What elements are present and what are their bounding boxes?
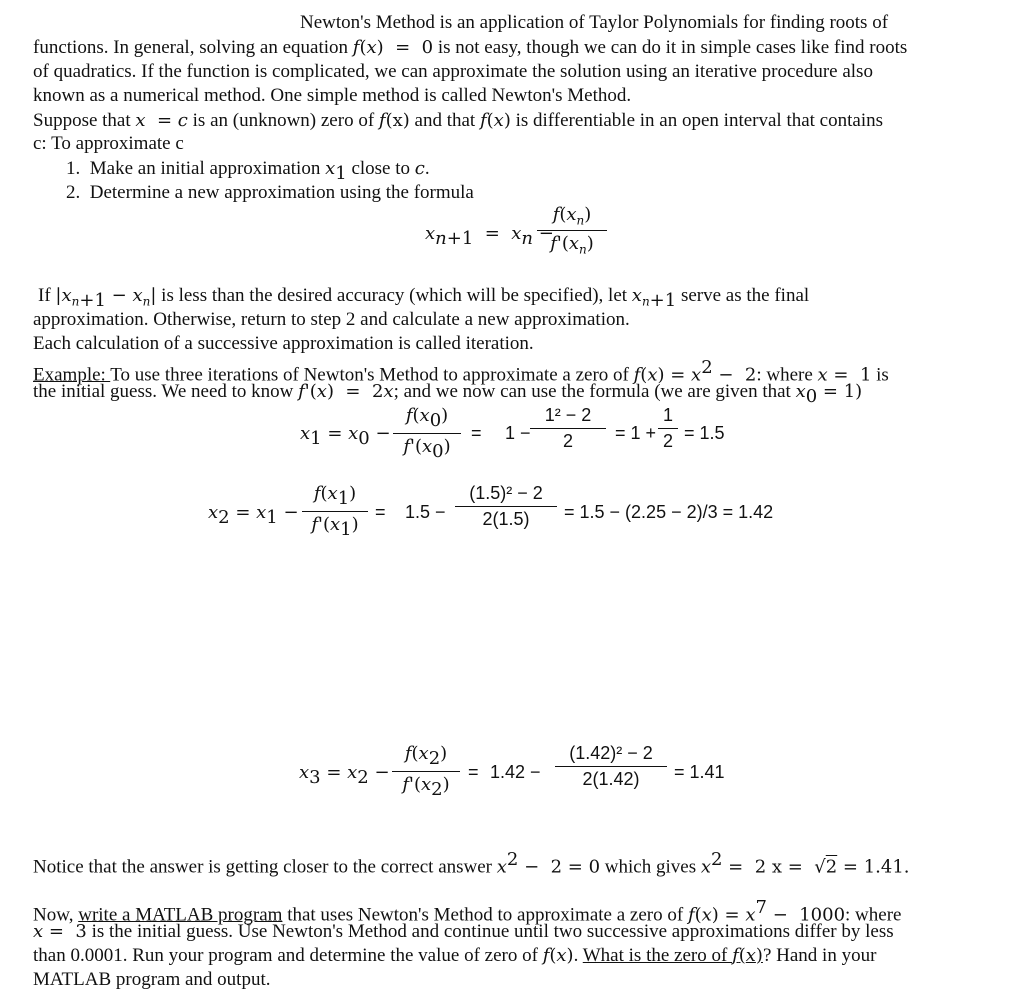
iteration-1-fraction-3 [658,405,678,452]
text: = 1.41. [837,856,910,878]
text: If [38,285,56,306]
math: 1 [266,506,278,528]
text: Now, [33,904,79,926]
equation-fx-eq-0: f [352,37,360,58]
math: ) = 2 [326,381,384,402]
math: x [33,921,44,942]
math: f [552,204,560,225]
math: x [348,423,359,444]
math: − [368,762,390,783]
math: ( [411,743,419,764]
iteration-1-rhs-3: = 1.5 [684,423,725,443]
math: c [177,110,188,131]
math: ) [441,405,449,426]
iteration-2-lhs [208,502,299,528]
math: $x_n$ [132,285,151,309]
fraction-numerator: 1 [662,405,673,425]
math: f' [550,232,562,254]
intro-line-5 [33,110,883,132]
iteration-1-lhs [300,423,391,449]
math: x [556,945,567,966]
math: ) [442,773,450,795]
fraction-denominator: 2 [562,431,573,451]
iteration-3-rhs-2: = 1.41 [674,762,725,782]
text: is the initial guess. Use Newton's Method and continue until two successive approximations differ by less [86,921,894,942]
math: x [422,435,433,457]
fraction-denominator: 2(1.42) [582,769,640,789]
math: f' [311,513,323,535]
math: ( [486,110,494,131]
math: − [369,423,391,444]
math: 2 [218,506,230,528]
math: f [687,904,695,926]
math: f' [298,381,310,402]
math: (x) [385,110,410,131]
math: 2 [428,747,441,769]
math: x [347,762,358,783]
math: x [425,223,436,244]
math: = 1) [817,381,863,402]
math: ) [503,110,511,131]
text: is differentiable in an open interval that contains [510,110,884,131]
math: ( [549,945,557,966]
math: x [256,502,267,523]
notice-line [33,849,910,878]
fraction-denominator [302,514,368,540]
math: x [419,405,430,426]
fraction-denominator: 2 [662,431,673,451]
math: ) [443,435,451,457]
math: n [521,227,534,249]
math: ) [349,483,357,504]
math: 2 [431,778,443,800]
math: x [691,364,702,386]
task-line-3 [33,945,876,967]
math: 1 [337,487,350,509]
math: f [405,405,413,426]
iteration-2-eq: = [375,502,386,522]
math: n [435,227,447,249]
text: What is the zero of [582,945,733,966]
text: To use three iterations of Newton's Method to approximate a zero of [110,364,634,386]
math: = [145,110,178,131]
text: . [573,945,583,966]
math: ( [561,232,569,254]
task-line-2 [33,921,894,943]
text: functions. In general, solving an equation [33,37,353,58]
fraction-denominator: 2(1.5) [482,509,530,529]
fraction-numerator: 1² − 2 [544,405,592,425]
math: ( [320,483,328,504]
fraction-bar [302,511,368,512]
math: 7 [755,897,767,918]
fraction-denominator [392,774,460,800]
math: ( [412,405,420,426]
iteration-2-rhs-2: = 1.5 − (2.25 − 2)/3 = 1.42 [564,502,774,522]
text: ; and we now can use the formula (we are given that [393,381,796,402]
math: ) [351,513,359,535]
after-line-2: approximation. Otherwise, return to step 2 and calculate a new approximation. [33,309,630,330]
math: x [745,904,756,926]
math: 0 [429,409,442,431]
text: Notice that the answer is getting closer to the correct answer [33,856,497,878]
fraction-numerator: (1.42)² − 2 [569,743,653,763]
fraction-numerator [393,405,461,431]
math: ( [413,773,421,795]
text: close to [346,158,415,179]
math: x [493,110,504,131]
intro-line-6: c: To approximate c [33,133,184,154]
math: ) = 0 [376,37,434,58]
intro-line-3: of quadratics. If the function is complicated, we can approximate the solution using an iterative procedure also [33,61,873,82]
fraction-bar [555,766,667,767]
math: ( [694,904,702,926]
math: x [135,110,146,131]
math: f' [402,773,414,795]
math: | [55,285,62,306]
math: 1 [310,427,322,449]
math: = [473,223,512,244]
math: +1 [446,227,474,249]
math: − 2 = 0 [518,856,601,878]
iteration-1-fraction-2 [530,405,606,452]
iteration-3-rhs-1: 1.42 − [490,762,541,782]
text: the initial guess. We need to know [33,381,299,402]
text: ? Hand in your [762,945,877,966]
math: x [496,856,507,878]
step-2 [66,182,474,204]
math: ( [414,435,422,457]
math: $x_n$ [566,204,585,228]
math: x [700,856,711,878]
math: = [320,762,348,783]
after-line-3: Each calculation of a successive approximation is called iteration. [33,333,534,354]
fraction-bar [537,230,607,231]
fraction-numerator [392,743,460,769]
math: f' [403,435,415,457]
text: that uses Newton's Method to approximate a zero of [282,904,688,926]
text: is an (unknown) zero of [187,110,379,131]
math: $x_n$ [631,285,650,309]
text: . [424,158,430,179]
fraction-bar [658,428,678,429]
iteration-1-rhs-1: 1 − [505,423,531,443]
math: x [511,223,522,244]
math: 3 [309,766,321,788]
math: x [817,364,828,386]
math: = 2 x = √2 [722,856,838,878]
iteration-3-fraction-2 [555,743,667,790]
iteration-2-rhs-1: 1.5 − [405,502,446,522]
newton-formula-lhs [425,223,554,249]
math: x [300,423,311,444]
math: f [313,483,321,504]
text: is not easy, though we can do it in simple cases like find roots [433,37,908,58]
math: 2 [506,849,519,870]
math: x [330,513,341,535]
fraction-numerator: (1.5)² − 2 [469,483,543,503]
math: ( [309,381,317,402]
math: ) [586,232,594,254]
intro-line-4: known as a numerical method. One simple method is called Newton's Method. [33,85,632,106]
fraction-denominator [537,233,607,257]
math: f [378,110,386,131]
math: ) = [657,364,692,386]
iteration-1-eq: = [471,423,482,443]
example-label: Example: [33,364,111,386]
task-line-4: MATLAB program and output. [33,969,271,990]
math: ( [359,37,367,58]
math: ( [322,513,330,535]
math: 1 [335,162,347,184]
iteration-2-fraction-1 [302,483,368,540]
math: $x_n$ [568,232,587,257]
text: and that [409,110,480,131]
text: than 0.0001. Run your program and determine the value of zero of [33,945,543,966]
fraction-numerator [302,483,368,509]
math: ) [440,743,448,764]
iteration-2-fraction-2 [455,483,557,530]
math: − 1000 [766,904,846,926]
step-number: 2. [66,182,81,203]
fraction-bar [393,433,461,434]
math: x [421,773,432,795]
iteration-3-eq: = [468,762,479,782]
math: c [414,158,425,179]
math: 0 [805,385,818,407]
math: ( [738,945,746,966]
math: f [404,743,412,764]
math: x [325,158,336,179]
math: f [633,364,641,386]
intro-line-2 [33,37,907,59]
math: − [105,285,133,306]
math: x [208,502,219,523]
text: is less than the desired accuracy (which will be specified), let [156,285,632,306]
math: = [321,423,349,444]
math: = 1 [827,364,872,386]
math: = 3 [43,921,87,942]
fraction-bar [530,428,606,429]
math: x [418,743,429,764]
math: +1 [649,289,677,311]
math: = [229,502,257,523]
math: +1 [79,289,106,311]
math: | [150,285,157,306]
underlined-question [583,945,763,966]
math: x [366,37,377,58]
math: x [701,904,712,926]
math: 2 [357,766,369,788]
text: which gives [600,856,701,878]
math: x [647,364,658,386]
math: $x_n$ [61,285,80,309]
text: : where [756,364,818,386]
step-number: 1. [66,158,81,179]
fraction-bar [392,771,460,772]
step-1 [66,158,430,185]
math: x [299,762,310,783]
math: 0 [358,427,370,449]
math: ) [755,945,763,966]
math: − [277,502,299,523]
fraction-numerator [537,204,607,228]
math: f [542,945,550,966]
math: ( [559,204,567,225]
fraction-bar [455,506,557,507]
text: Suppose that [33,110,136,131]
text: is [871,364,889,386]
math: 0 [432,440,444,462]
math: ) = [711,904,746,926]
after-line-5 [33,381,862,408]
math: 2 [701,357,713,378]
text: serve as the final [676,285,810,306]
math: x [795,381,806,402]
underlined-text: write a MATLAB program [78,904,283,926]
newton-formula-fraction [537,204,607,256]
iteration-3-lhs [299,762,390,788]
text: Make an initial approximation [89,158,326,179]
math: x [316,381,327,402]
math: − [533,223,554,244]
math: ) [584,204,592,225]
text: Determine a new approximation using the formula [89,182,474,203]
math: x [327,483,338,504]
intro-line-1: Newton's Method is an application of Taylor Polynomials for finding roots of [300,12,889,33]
math: − 2 [712,364,757,386]
iteration-1-rhs-2: = 1 + [615,423,657,443]
fraction-denominator [393,436,461,462]
math: f [732,945,739,966]
math: ) [566,945,574,966]
math: ( [640,364,648,386]
text: : where [845,904,902,926]
math: x [383,381,394,402]
math: 2 [711,849,723,870]
iteration-1-fraction-1 [393,405,461,462]
iteration-3-fraction-1 [392,743,460,800]
math: f [479,110,487,131]
math: x [745,945,756,966]
math: 1 [340,518,352,540]
